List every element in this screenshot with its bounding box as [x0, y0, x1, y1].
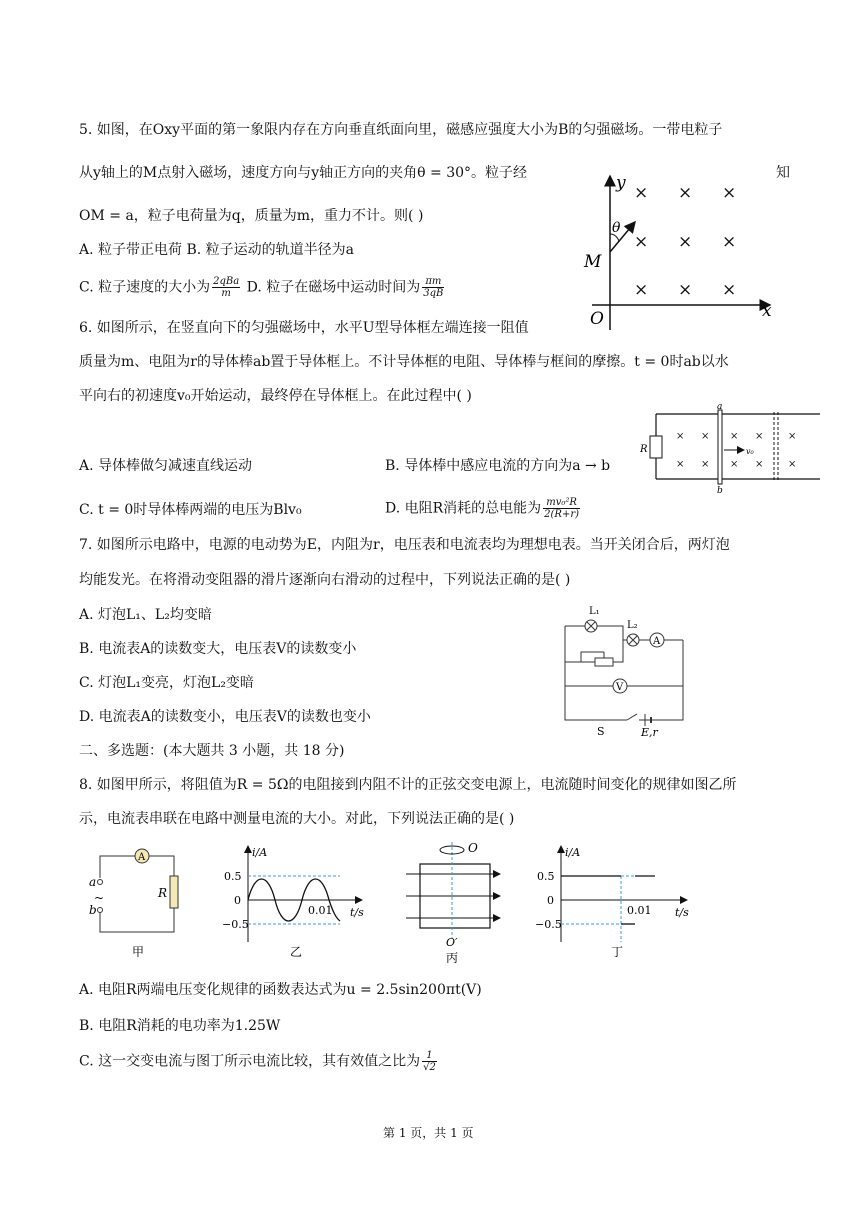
q7-option-a: A. 灯泡L₁、L₂均变暗: [79, 607, 212, 623]
y-axis-label: y: [616, 173, 626, 193]
tick-0.01: 0.01: [308, 904, 333, 917]
rod-label-a: a: [717, 404, 723, 412]
theta-label: θ: [612, 220, 621, 236]
q8-option-c-fraction: [422, 1050, 437, 1073]
q8-figure-jia: [84, 842, 194, 962]
cross: ×: [678, 280, 693, 300]
x-axis-label: t/s: [350, 906, 364, 919]
q6-option-d-label: D. 电阻R消耗的总电能为: [385, 500, 542, 517]
q8-figure-bing: [400, 838, 510, 963]
resistor: [650, 436, 662, 458]
q5-option-c-label: C. 粒子速度的大小为: [79, 279, 211, 296]
tick-neg-0.5: −0.5: [222, 918, 249, 931]
ammeter-label: A: [653, 636, 661, 647]
q5-line1: 5. 如图，在Oxy平面的第一象限内存在方向垂直纸面向里，磁感应强度大小为B的匀强磁场。一带电粒子: [79, 122, 723, 138]
figure-bing-caption: 丙: [446, 951, 459, 963]
wire: [613, 640, 623, 662]
resistor-label: R: [158, 886, 168, 900]
tick-0.01: 0.01: [627, 904, 652, 917]
q5-option-c-num: 2qBa: [213, 276, 240, 287]
tick-neg-0.5: −0.5: [535, 918, 562, 931]
switch-lever: [627, 714, 637, 720]
q5-option-c-fraction: [212, 276, 240, 299]
wire: [597, 626, 623, 640]
l1-label: L₁: [589, 606, 600, 617]
q6-option-d: [385, 497, 582, 520]
cross: ×: [701, 459, 710, 470]
figure-jia-caption: 甲: [132, 945, 145, 959]
q7-option-c: C. 灯泡L₁变亮，灯泡L₂变暗: [79, 675, 254, 691]
q6-line3: 平向右的初速度v₀开始运动，最终停在导体框上。在此过程中( ): [79, 388, 472, 404]
q6-option-b: B. 导体棒中感应电流的方向为a → b: [385, 458, 611, 474]
ammeter-label: A: [138, 852, 146, 863]
q5-option-d-label: D. 粒子在磁场中运动时间为: [242, 279, 421, 296]
ac-source-symbol: ~: [94, 891, 105, 905]
q7-circuit-figure: [555, 598, 690, 738]
cross: ×: [678, 183, 693, 203]
q5-option-c-den: m: [221, 288, 231, 299]
q5-line2-end: 知: [776, 165, 790, 181]
section-multiple-choice-heading: 二、多选题：(本大题共 3 小题，共 18 分): [79, 743, 345, 759]
y-axis-label: i/A: [565, 846, 581, 859]
q5-line2: 从y轴上的M点射入磁场，速度方向与y轴正方向的夹角θ = 30°。粒子经: [79, 165, 528, 181]
cross: ×: [788, 431, 797, 442]
cross: ×: [676, 459, 685, 470]
q5-option-d-den: 3qB: [423, 288, 444, 299]
cross: ×: [701, 431, 710, 442]
q6-line1: 6. 如图所示，在竖直向下的匀强磁场中，水平U型导体框左端连接一阻值: [79, 320, 529, 336]
page-footer: 第 1 页，共 1 页: [383, 1126, 474, 1140]
figure-yi-caption: 乙: [290, 945, 303, 959]
cross: ×: [722, 183, 737, 203]
q5-option-c-d: [79, 276, 446, 299]
q8-option-c-den: √2: [423, 1062, 436, 1073]
q8-line1: 8. 如图甲所示，将阻值为R = 5Ω的电阻接到内阻不计的正弦交变电源上，电流随时间变化的规律如图乙所: [79, 777, 737, 793]
q6-option-a: A. 导体棒做匀减速直线运动: [79, 458, 253, 474]
tick-0.5: 0.5: [224, 870, 242, 883]
point-m-label: M: [584, 252, 602, 272]
axis-label-o: O: [468, 841, 478, 855]
terminal-b: [98, 908, 103, 913]
wire: [565, 626, 627, 720]
cross: ×: [634, 183, 649, 203]
field-crosses: [634, 183, 736, 300]
x-axis-label: t/s: [675, 906, 689, 919]
q7-option-b: B. 电流表A的读数变大，电压表V的读数变小: [79, 641, 357, 657]
q6-option-d-den: 2(R+r): [544, 509, 580, 520]
cross: ×: [634, 280, 649, 300]
rod-label-b: b: [717, 486, 723, 494]
q5-option-a-b: A. 粒子带正电荷 B. 粒子运动的轨道半径为a: [79, 242, 354, 258]
terminal-a: [98, 880, 103, 885]
q6-line2: 质量为m、电阻为r的导体棒ab置于导体框上。不计导体框的电阻、导体棒与框间的摩擦。t = 0时ab以水: [79, 354, 729, 370]
tick-0: 0: [547, 894, 554, 907]
cross: ×: [678, 232, 693, 252]
q7-line1: 7. 如图所示电路中，电源的电动势为E，内阻为r，电压表和电流表均为理想电表。当开关闭合后，两灯泡: [79, 537, 730, 553]
q8-option-c: [79, 1050, 439, 1073]
cross: ×: [730, 431, 739, 442]
q8-option-b: B. 电阻R消耗的电功率为1.25W: [79, 1018, 281, 1034]
q5-option-d-num: πm: [422, 276, 444, 288]
cross: ×: [722, 280, 737, 300]
switch-label: S: [597, 725, 605, 738]
q7-option-d: D. 电流表A的读数变小，电压表V的读数也变小: [79, 709, 371, 725]
resistor-label: R: [640, 444, 648, 455]
wire: [581, 652, 604, 662]
figure-ding-caption: 丁: [611, 945, 624, 959]
terminal-b-label: b: [89, 903, 97, 917]
q6-option-d-num: mv₀²R: [543, 497, 580, 509]
q8-figure-ding: [535, 842, 695, 962]
cross: ×: [755, 459, 764, 470]
tick-0: 0: [234, 894, 241, 907]
terminal-a-label: a: [89, 875, 97, 889]
voltmeter-label: V: [616, 682, 624, 693]
cross: ×: [722, 232, 737, 252]
source-label: E,r: [641, 726, 658, 738]
cross: ×: [755, 431, 764, 442]
q8-option-a: A. 电阻R两端电压变化规律的函数表达式为u = 2.5sin200πt(V): [79, 982, 482, 998]
q5-line3: OM = a，粒子电荷量为q，质量为m，重力不计。则( ): [79, 208, 424, 224]
wire: [100, 908, 174, 932]
q7-line2: 均能发光。在将滑动变阻器的滑片逐渐向右滑动的过程中，下列说法正确的是( ): [79, 572, 571, 588]
cross: ×: [676, 431, 685, 442]
q6-option-c: C. t = 0时导体棒两端的电压为Blv₀: [79, 502, 302, 518]
cross: ×: [788, 459, 797, 470]
rheostat: [595, 658, 613, 666]
resistor: [170, 876, 178, 908]
y-axis-label: i/A: [252, 846, 268, 859]
axis-label-o-prime: O′: [446, 936, 458, 949]
wire: [639, 640, 683, 720]
q5-magnetic-field-figure: [580, 170, 780, 340]
x-axis-label: x: [762, 301, 772, 321]
rod-ab: [718, 410, 722, 484]
q8-figure-yi: [222, 842, 372, 962]
cross: ×: [730, 459, 739, 470]
tick-0.5: 0.5: [537, 870, 555, 883]
velocity-label: v₀: [746, 447, 754, 456]
l2-label: L₂: [627, 620, 638, 631]
q8-option-c-label: C. 这一交变电流与图丁所示电流比较，其有效值之比为: [79, 1053, 421, 1070]
q6-option-d-fraction: [543, 497, 580, 520]
q5-option-d-fraction: [422, 276, 444, 299]
q6-u-frame-figure: [640, 404, 830, 494]
q8-line2: 示，电流表串联在电路中测量电流的大小。对此，下列说法正确的是( ): [79, 811, 515, 827]
cross: ×: [634, 232, 649, 252]
q8-option-c-num: 1: [422, 1050, 437, 1062]
origin-label: O: [590, 309, 604, 329]
